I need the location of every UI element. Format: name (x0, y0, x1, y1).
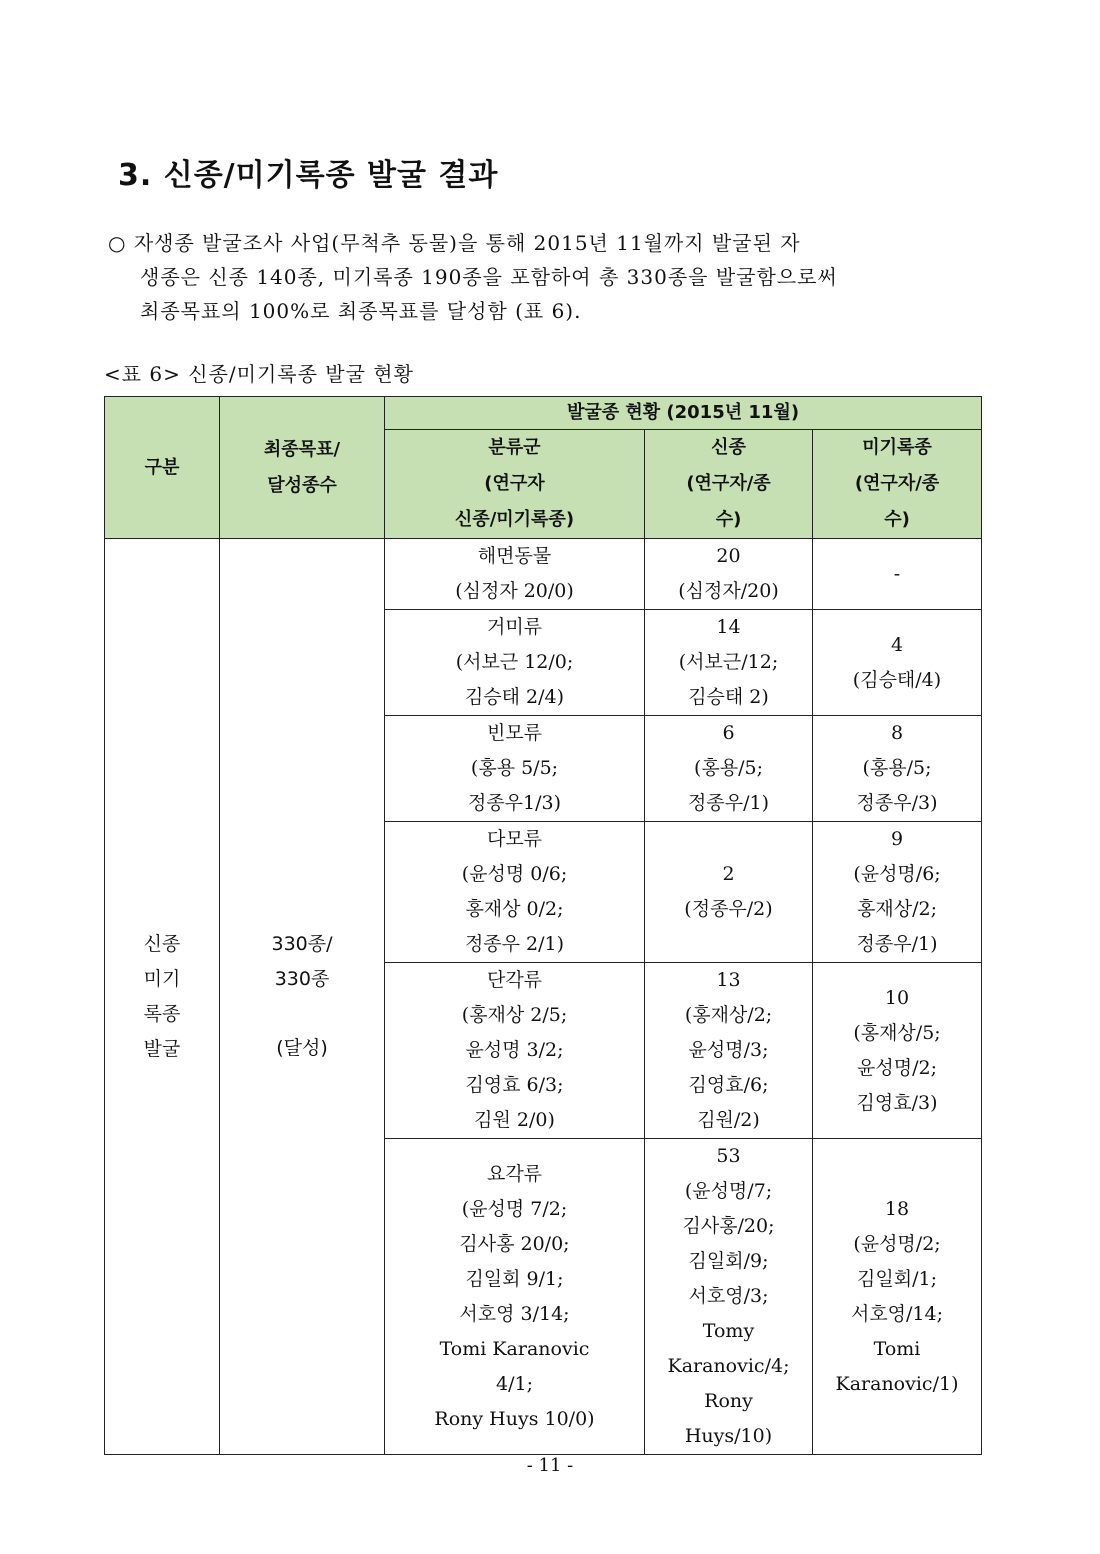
cell-line: 정종우/3) (856, 792, 938, 814)
cell-line: (심정자 20/0) (455, 580, 574, 602)
unrecorded-cell (813, 539, 982, 610)
cell-line: 홍재상 0/2; (465, 898, 564, 920)
cell-line: 20 (716, 545, 741, 567)
cell-line: Karanovic/4; (667, 1355, 790, 1377)
cell-line: 해면동물 (477, 545, 552, 567)
cell-line: Karanovic/1) (835, 1372, 959, 1395)
header-line: 신종 (711, 437, 746, 458)
paragraph-line-1 (108, 226, 988, 260)
target-line: (달성) (276, 1037, 328, 1059)
paragraph-line-1-text: 자생종 발굴조사 사업(무척추 동물)을 통해 2015년 11월까지 발굴된 자 (133, 231, 801, 255)
header-target (220, 397, 385, 539)
cell-line: 6 (722, 722, 735, 744)
cell-line: 10 (884, 986, 910, 1009)
taxon-cell (385, 610, 645, 716)
cell-line: 정종우 2/1) (464, 933, 565, 955)
cell-line: 9 (890, 828, 904, 850)
taxon-cell (385, 716, 645, 822)
unrecorded-cell (813, 610, 982, 716)
section-heading: 3. 신종/미기록종 발굴 결과 (118, 158, 499, 193)
unrecorded-cell (813, 963, 982, 1139)
cell-line: 4/1; (496, 1372, 533, 1395)
cell-line: (서보근 12/0; (455, 651, 574, 673)
header-group-status: 발굴종 현황 (2015년 11월) (385, 397, 982, 430)
cell-line: 김승태 2/4) (464, 686, 565, 708)
header-line: 수) (715, 509, 742, 530)
paragraph-line-2: 생종은 신종 140종, 미기록종 190종을 포함하여 총 330종을 발굴함으로써 (140, 265, 838, 289)
header-new-species (645, 430, 813, 539)
category-line: 발굴 (143, 1037, 181, 1060)
cell-line: (홍재상/2; (684, 1004, 773, 1026)
cell-line: (서보근/12; (678, 651, 779, 673)
discovery-table (104, 396, 982, 1455)
cell-line: 요각류 (486, 1162, 543, 1185)
cell-line: 18 (884, 1197, 910, 1220)
cell-line: (홍재상/5; (853, 1021, 941, 1044)
cell-line: - (893, 562, 901, 585)
summary-paragraph (108, 226, 988, 328)
cell-line: Tomi (873, 1337, 921, 1360)
cell-line: 서호영 3/14; (459, 1302, 570, 1325)
cell-line: (정종우/2) (684, 898, 773, 920)
header-line: (연구자/종 (854, 473, 940, 494)
header-row-top (105, 397, 982, 430)
category-cell (105, 539, 220, 1455)
cell-line: (윤성명/7; (684, 1180, 773, 1202)
header-line: 미기록종 (862, 437, 932, 458)
target-cell (220, 539, 385, 1455)
cell-line: Rony Huys 10/0) (434, 1407, 595, 1430)
category-line: 미기 (143, 967, 181, 990)
cell-line: 김일회 9/1; (465, 1267, 564, 1290)
bullet-symbol: ○ (108, 231, 127, 255)
taxon-cell (385, 1139, 645, 1455)
cell-line: (윤성명/6; (853, 863, 941, 885)
cell-line: (홍용/5; (693, 757, 763, 779)
cell-line: 김원 2/0) (474, 1109, 555, 1131)
target-line: 330종/ (271, 933, 333, 955)
cell-line: 정종우1/3) (467, 792, 562, 814)
cell-line: 2 (722, 863, 735, 885)
cell-line: 윤성명/2; (857, 1056, 937, 1079)
new-species-cell (645, 716, 813, 822)
table-row (105, 539, 982, 610)
header-target-line: 최종목표/ (263, 438, 341, 460)
cell-line: 4 (890, 633, 904, 656)
header-line: 수) (884, 509, 910, 530)
cell-line: 단각류 (486, 969, 543, 991)
unrecorded-cell (813, 716, 982, 822)
cell-line: (윤성명/2; (853, 1232, 941, 1255)
unrecorded-cell (813, 822, 982, 963)
cell-line: 김일회/9; (688, 1250, 769, 1272)
header-taxon (385, 430, 645, 539)
header-line: 분류군 (488, 437, 541, 458)
cell-line: (심정자/20) (678, 580, 779, 602)
table-caption: <표 6> 신종/미기록종 발굴 현황 (104, 362, 414, 386)
header-unrecorded-species (813, 430, 982, 539)
category-line: 신종 (143, 932, 181, 955)
taxon-cell (385, 963, 645, 1139)
cell-line: 윤성명/3; (688, 1039, 769, 1061)
cell-line: 김사홍/20; (682, 1215, 775, 1237)
header-category: 구분 (105, 397, 220, 539)
new-species-cell (645, 1139, 813, 1455)
cell-line: (홍재상 2/5; (461, 1004, 568, 1026)
cell-line: (윤성명 0/6; (461, 863, 568, 885)
new-species-cell (645, 822, 813, 963)
cell-line: 서호영/14; (850, 1302, 944, 1325)
cell-line: 8 (890, 722, 904, 744)
cell-line: (김승태/4) (852, 668, 942, 691)
header-line: (연구자 (484, 473, 545, 494)
new-species-cell (645, 539, 813, 610)
cell-line: 정종우/1) (856, 933, 938, 955)
cell-line: 홍재상/2; (857, 898, 937, 920)
cell-line: 김영효/6; (688, 1074, 769, 1096)
cell-line: 14 (716, 616, 741, 638)
header-line: (연구자/종 (686, 473, 771, 494)
new-species-cell (645, 963, 813, 1139)
cell-line: 윤성명 3/2; (465, 1039, 564, 1061)
cell-line: 정종우/1) (688, 792, 769, 814)
unrecorded-cell (813, 1139, 982, 1455)
cell-line: 김승태 2) (688, 686, 769, 708)
taxon-cell (385, 822, 645, 963)
cell-line: 김원/2) (697, 1109, 760, 1131)
category-line: 록종 (143, 1002, 181, 1025)
cell-line: 김영효 6/3; (465, 1074, 564, 1096)
target-spacer (224, 997, 380, 1031)
cell-line: (윤성명 7/2; (461, 1197, 568, 1220)
cell-line: 김사홍 20/0; (459, 1232, 570, 1255)
cell-line: (홍용/5; (862, 757, 932, 779)
target-line: 330종 (274, 968, 330, 990)
cell-line: 김영효/3) (856, 1091, 938, 1114)
new-species-cell (645, 610, 813, 716)
cell-line: Tomi Karanovic (439, 1337, 590, 1360)
cell-line: 53 (716, 1145, 741, 1167)
cell-line: 다모류 (486, 828, 543, 850)
cell-line: Huys/10) (684, 1425, 773, 1447)
cell-line: Tomy (702, 1320, 755, 1342)
cell-line: Rony (704, 1390, 753, 1412)
header-target-line: 달성종수 (267, 474, 337, 496)
cell-line: 거미류 (486, 616, 543, 638)
paragraph-line-3: 최종목표의 100%로 최종목표를 달성함 (표 6). (140, 299, 582, 323)
cell-line: 13 (716, 969, 741, 991)
page-number: - 11 - (526, 1455, 574, 1476)
cell-line: (홍용 5/5; (470, 757, 559, 779)
cell-line: 서호영/3; (688, 1285, 769, 1307)
header-line: 신종/미기록종) (454, 509, 575, 530)
cell-line: 빈모류 (486, 722, 543, 744)
cell-line: 김일회/1; (857, 1267, 937, 1290)
taxon-cell (385, 539, 645, 610)
